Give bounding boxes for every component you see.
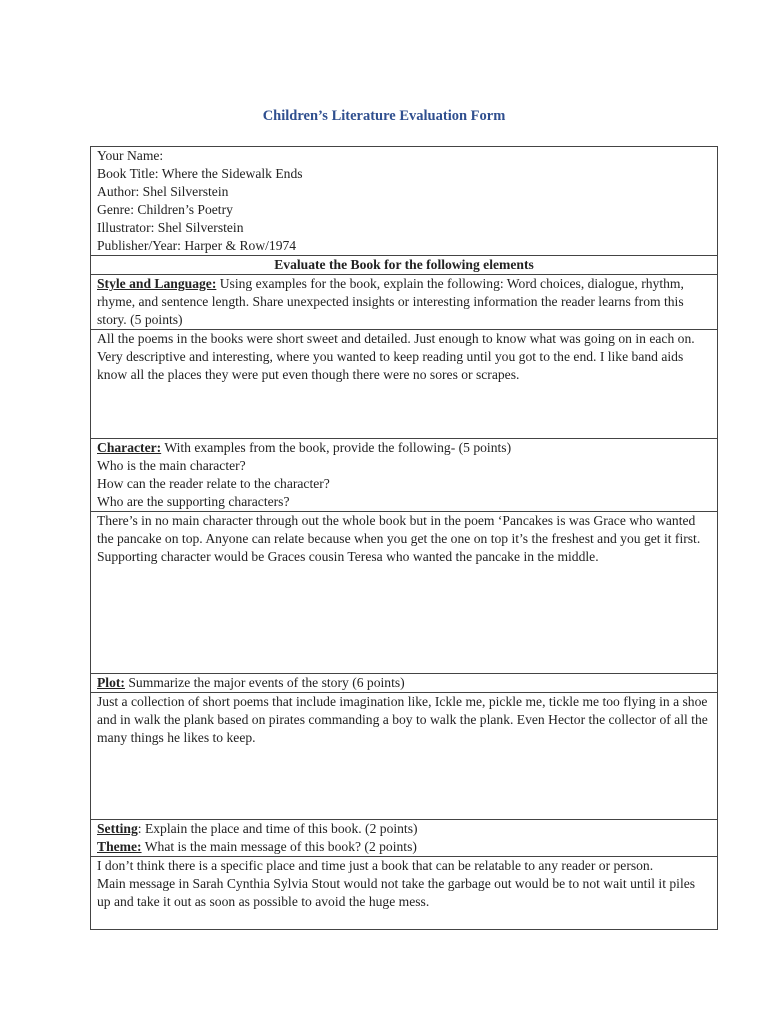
setting-theme-answer-paragraph: I don’t think there is a specific place and time just a book that can be relatable to any reader or person.	[97, 858, 654, 873]
character-answer-paragraph: There’s in no main character through out the whole book but in the poem ‘Pancakes is was Grace who wanted the pancake on top. Anyone can relate because when you get the one on top it’s the freshest and you get it first.	[97, 513, 701, 546]
plot-answer-cell[interactable]	[91, 693, 718, 820]
publisher-year-field: Publisher/Year: Harper & Row/1974	[97, 238, 297, 253]
book-info-cell	[91, 147, 718, 256]
character-prompt-cell	[91, 439, 718, 512]
character-answer-row	[91, 512, 718, 674]
section-header-row	[91, 256, 718, 275]
illustrator-field: Illustrator: Shel Silverstein	[97, 220, 244, 235]
character-question-supporting: Who are the supporting characters?	[97, 494, 290, 509]
style-language-answer-cell[interactable]	[91, 330, 718, 439]
setting-theme-prompt-cell	[91, 820, 718, 857]
plot-prompt: Summarize the major events of the story (6 points)	[124, 675, 405, 690]
book-title-field: Book Title: Where the Sidewalk Ends	[97, 166, 303, 181]
character-answer-cell[interactable]	[91, 512, 718, 674]
section-header: Evaluate the Book for the following elements	[91, 256, 718, 275]
character-question-main: Who is the main character?	[97, 458, 246, 473]
style-language-prompt-row	[91, 275, 718, 330]
setting-label: Setting	[97, 821, 138, 836]
evaluation-form-table	[90, 146, 718, 930]
setting-theme-prompt-row	[91, 820, 718, 857]
character-label: Character:	[97, 440, 162, 455]
setting-theme-answer-paragraph: Main message in Sarah Cynthia Sylvia Stout would not take the garbage out would be to not wait until it piles up and take it out as soon as possible to avoid the huge mess.	[97, 876, 696, 909]
setting-theme-answer-cell[interactable]	[91, 857, 718, 930]
character-prompt: With examples from the book, provide the following- (5 points)	[161, 440, 512, 455]
plot-answer: Just a collection of short poems that include imagination like, Ickle me, pickle me, tickle me too flying in a shoe and in walk the plank based on pirates commanding a boy to walk the plank. Even Hector the collector of all the many things he likes to keep.	[97, 694, 708, 745]
character-prompt-row	[91, 439, 718, 512]
character-question-relate: How can the reader relate to the character?	[97, 476, 330, 491]
style-language-prompt-cell	[91, 275, 718, 330]
plot-answer-row	[91, 693, 718, 820]
style-language-answer: All the poems in the books were short sweet and detailed. Just enough to know what was going on in each on. Very descriptive and interesting, where you wanted to keep reading until you got to the end. I like band aids know all the places they were put even though there were no sores or scrapes.	[97, 331, 695, 382]
style-language-answer-row	[91, 330, 718, 439]
setting-prompt: : Explain the place and time of this book. (2 points)	[137, 821, 418, 836]
style-language-prompt: Using examples for the book, explain the following: Word choices, dialogue, rhythm, rhyme, and sentence length. Share unexpected insights or interesting information the reader learns from this story. (5 points)	[97, 276, 684, 327]
theme-label: Theme:	[97, 839, 142, 854]
genre-field: Genre: Children’s Poetry	[97, 202, 233, 217]
plot-prompt-cell	[91, 674, 718, 693]
style-language-label: Style and Language:	[97, 276, 217, 291]
author-field: Author: Shel Silverstein	[97, 184, 229, 199]
setting-theme-answer-row	[91, 857, 718, 930]
theme-prompt: What is the main message of this book? (2 points)	[141, 839, 417, 854]
your-name-field[interactable]: Your Name:	[97, 148, 164, 163]
page-title: Children’s Literature Evaluation Form	[262, 108, 506, 124]
character-answer-paragraph: Supporting character would be Graces cousin Teresa who wanted the pancake in the middle.	[97, 549, 599, 564]
plot-label: Plot:	[97, 675, 125, 690]
plot-prompt-row	[91, 674, 718, 693]
book-info-row	[91, 147, 718, 256]
